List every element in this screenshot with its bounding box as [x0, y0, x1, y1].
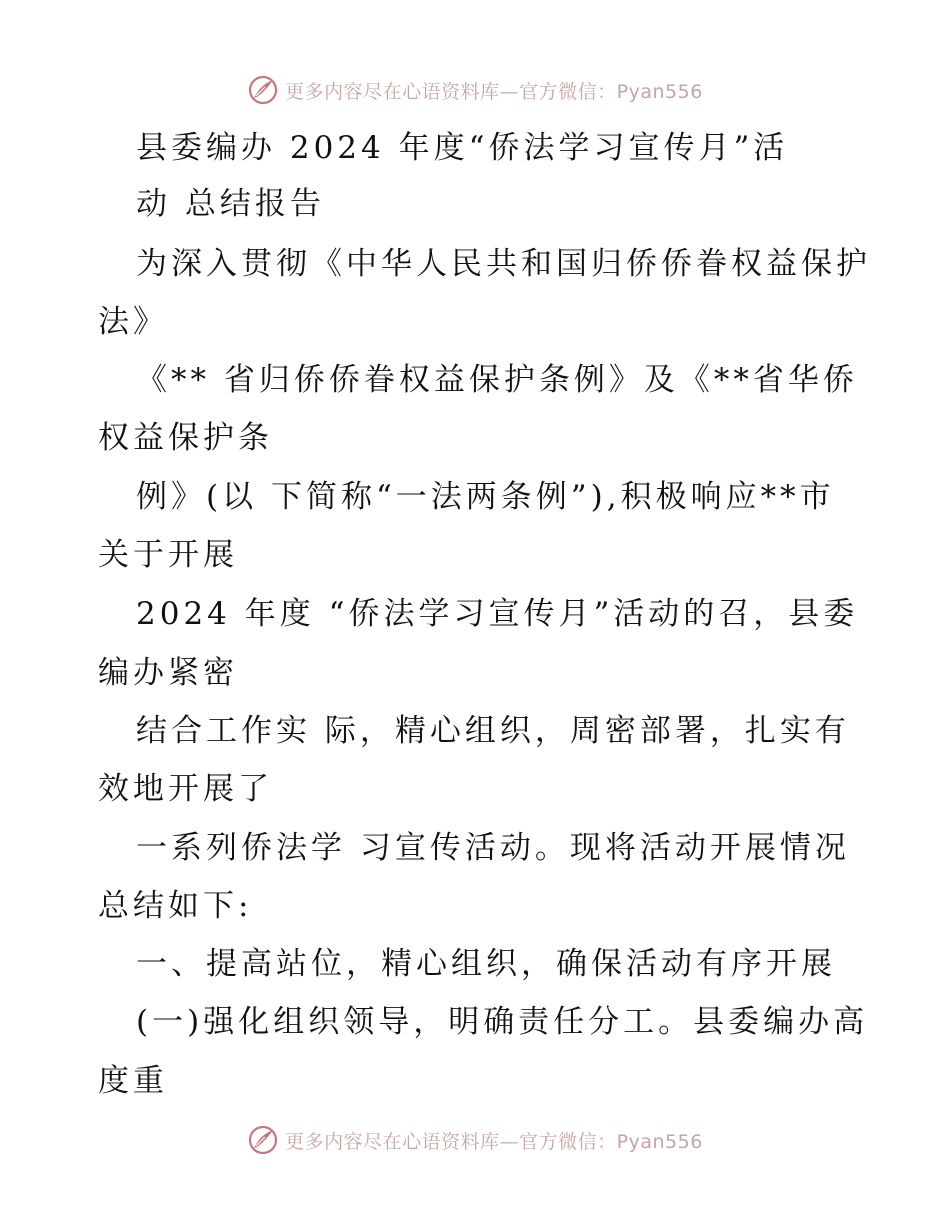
- watermark-text: 更多内容尽在心语资料库—官方微信：Pyan556: [285, 1130, 703, 1153]
- paragraph-line: 为深入贯彻《中华人民共和国归侨侨眷权益保护: [136, 246, 871, 282]
- paragraph-line: 权益保护条: [98, 420, 273, 456]
- watermark-text: 更多内容尽在心语资料库—官方微信：Pyan556: [285, 80, 703, 103]
- paragraph-line: 《** 省归侨侨眷权益保护条例》及《**省华侨: [136, 362, 858, 398]
- paragraph-line: 效地开展了: [98, 771, 273, 807]
- paragraph-line: 一系列侨法学 习宣传活动。现将活动开展情况: [136, 830, 850, 866]
- paragraph-line: 总结如下:: [98, 888, 253, 924]
- footer-watermark: [0, 1122, 950, 1158]
- paragraph-line: 例》(以 下简称“一法两条例”),积极响应**市: [136, 479, 835, 515]
- title-line-1: 县委编办 2024 年度“侨法学习宣传月”活: [136, 130, 789, 166]
- title-line-2: 动 总结报告: [136, 186, 325, 222]
- section-heading: 一、提高站位，精心组织，确保活动有序开展: [136, 946, 836, 982]
- paragraph-line: 编办紧密: [98, 655, 238, 691]
- paragraph-line: 关于开展: [98, 537, 238, 573]
- subsection-heading: (一)强化组织领导，明确责任分工。县委编办高: [136, 1004, 869, 1040]
- paragraph-line: 2024 年度 “侨法学习宣传月”活动的召，县委: [136, 596, 859, 632]
- paragraph-line: 度重: [98, 1063, 168, 1099]
- quill-logo-icon: [247, 1124, 279, 1156]
- paragraph-line: 结合工作实 际，精心组织，周密部署，扎实有: [136, 713, 850, 749]
- quill-logo-icon: [247, 74, 279, 106]
- paragraph-line: 法》: [98, 304, 168, 340]
- header-watermark: [0, 72, 950, 108]
